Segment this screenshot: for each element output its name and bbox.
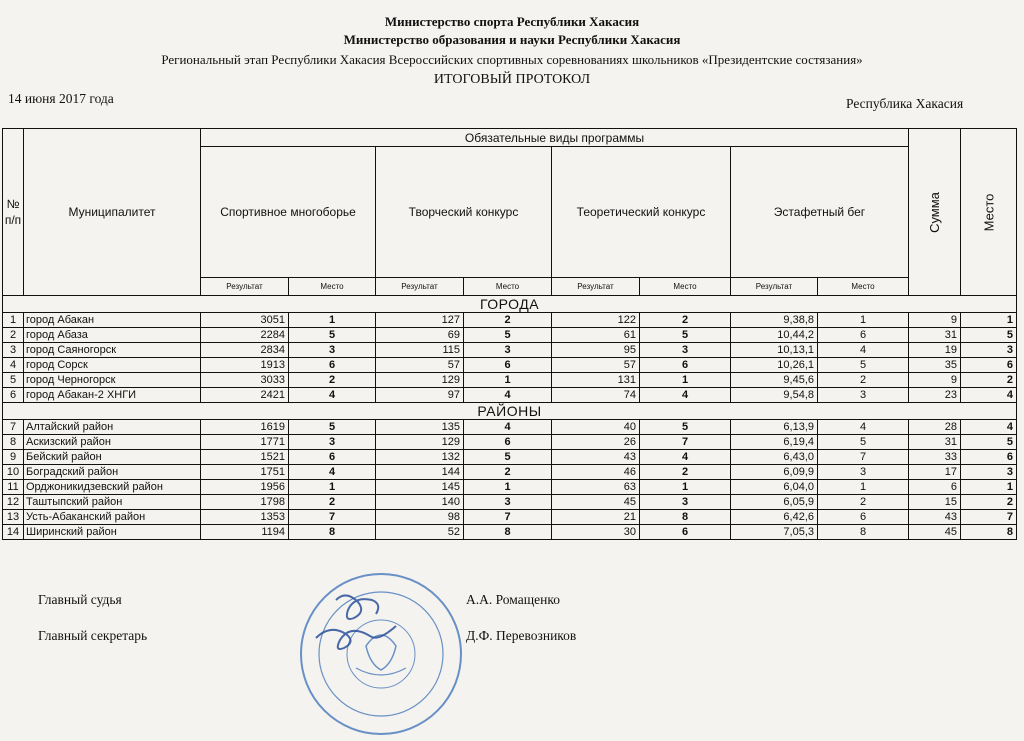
relay-result: 6,04,0: [731, 480, 818, 495]
sub-place: Место: [818, 278, 909, 296]
section-districts: РАЙОНЫ: [3, 403, 1017, 420]
theory-place: 5: [640, 420, 731, 435]
sub-result: Результат: [201, 278, 289, 296]
relay-result: 6,42,6: [731, 510, 818, 525]
sport-result: 1798: [201, 495, 289, 510]
creative-place: 2: [464, 313, 552, 328]
table-row: [3, 435, 1017, 450]
row-num: 7: [3, 420, 24, 435]
row-sum: 45: [909, 525, 961, 540]
sport-place: 3: [289, 343, 376, 358]
table-row: [3, 525, 1017, 540]
col-municipality-header: Муниципалитет: [24, 129, 201, 296]
col-relay-header: Эстафетный бег: [731, 147, 909, 278]
col-num-header: № п/п: [3, 129, 24, 296]
row-municipality: Таштыпский район: [24, 495, 201, 510]
creative-result: 57: [376, 358, 464, 373]
theory-place: 6: [640, 525, 731, 540]
theory-place: 7: [640, 435, 731, 450]
sport-place: 5: [289, 420, 376, 435]
row-num: 2: [3, 328, 24, 343]
sport-place: 7: [289, 510, 376, 525]
creative-place: 8: [464, 525, 552, 540]
theory-place: 2: [640, 465, 731, 480]
creative-place: 1: [464, 373, 552, 388]
sport-result: 2421: [201, 388, 289, 403]
row-sum: 28: [909, 420, 961, 435]
relay-place: 4: [818, 343, 909, 358]
theory-result: 21: [552, 510, 640, 525]
theory-result: 30: [552, 525, 640, 540]
row-place: 3: [961, 465, 1017, 480]
relay-result: 9,38,8: [731, 313, 818, 328]
row-place: 1: [961, 313, 1017, 328]
sport-place: 4: [289, 388, 376, 403]
row-municipality: Боградский район: [24, 465, 201, 480]
relay-place: 3: [818, 388, 909, 403]
sport-place: 3: [289, 435, 376, 450]
sport-result: 1521: [201, 450, 289, 465]
row-sum: 19: [909, 343, 961, 358]
sport-place: 4: [289, 465, 376, 480]
row-num: 5: [3, 373, 24, 388]
secretary-name: Д.Ф. Перевозников: [466, 628, 577, 643]
ministry-sport: Министерство спорта Республики Хакасия: [384, 14, 640, 29]
row-sum: 9: [909, 373, 961, 388]
table-row: [3, 420, 1017, 435]
sport-result: 1956: [201, 480, 289, 495]
row-num: 12: [3, 495, 24, 510]
creative-result: 144: [376, 465, 464, 480]
row-place: 6: [961, 450, 1017, 465]
table-row: [3, 373, 1017, 388]
official-stamp: [296, 568, 466, 740]
section-cities: ГОРОДА: [3, 296, 1017, 313]
creative-place: 1: [464, 480, 552, 495]
theory-place: 8: [640, 510, 731, 525]
creative-place: 4: [464, 388, 552, 403]
row-num: 3: [3, 343, 24, 358]
ministry-education: Министерство образования и науки Республики Хакасия: [343, 32, 681, 47]
row-place: 6: [961, 358, 1017, 373]
row-sum: 9: [909, 313, 961, 328]
row-municipality: Орджоникидзевский район: [24, 480, 201, 495]
relay-result: 10,26,1: [731, 358, 818, 373]
sport-result: 1913: [201, 358, 289, 373]
document-date: 14 июня 2017 года: [8, 91, 114, 106]
judge-name: А.А. Ромащенко: [466, 592, 560, 607]
creative-place: 6: [464, 435, 552, 450]
document-region: Республика Хакасия: [846, 96, 964, 111]
relay-result: 9,45,6: [731, 373, 818, 388]
table-row: [3, 313, 1017, 328]
theory-result: 57: [552, 358, 640, 373]
row-num: 13: [3, 510, 24, 525]
table-row: [3, 510, 1017, 525]
sub-place: Место: [289, 278, 376, 296]
row-num: 4: [3, 358, 24, 373]
relay-place: 2: [818, 373, 909, 388]
creative-result: 140: [376, 495, 464, 510]
sport-result: 1619: [201, 420, 289, 435]
table-row: [3, 343, 1017, 358]
event-title: Региональный этап Республики Хакасия Всероссийских спортивных соревнованиях школьников «Президентские состязания»: [161, 52, 863, 67]
sport-result: 1353: [201, 510, 289, 525]
sport-place: 2: [289, 373, 376, 388]
row-sum: 31: [909, 328, 961, 343]
creative-result: 115: [376, 343, 464, 358]
sport-place: 5: [289, 328, 376, 343]
row-place: 5: [961, 435, 1017, 450]
relay-place: 8: [818, 525, 909, 540]
theory-result: 45: [552, 495, 640, 510]
relay-result: 7,05,3: [731, 525, 818, 540]
row-place: 1: [961, 480, 1017, 495]
sport-result: 2834: [201, 343, 289, 358]
row-municipality: город Черногорск: [24, 373, 201, 388]
relay-result: 10,44,2: [731, 328, 818, 343]
creative-result: 145: [376, 480, 464, 495]
row-num: 14: [3, 525, 24, 540]
theory-place: 1: [640, 373, 731, 388]
row-num: 10: [3, 465, 24, 480]
row-num: 1: [3, 313, 24, 328]
sub-place: Место: [464, 278, 552, 296]
row-sum: 33: [909, 450, 961, 465]
table-row: [3, 465, 1017, 480]
relay-place: 7: [818, 450, 909, 465]
col-sum-header: Сумма: [909, 129, 961, 296]
sport-result: 1751: [201, 465, 289, 480]
row-sum: 31: [909, 435, 961, 450]
sub-result: Результат: [731, 278, 818, 296]
row-municipality: город Абаза: [24, 328, 201, 343]
row-sum: 23: [909, 388, 961, 403]
theory-result: 43: [552, 450, 640, 465]
sport-place: 1: [289, 313, 376, 328]
row-municipality: город Сорск: [24, 358, 201, 373]
sport-place: 6: [289, 450, 376, 465]
table-row: [3, 328, 1017, 343]
creative-place: 5: [464, 328, 552, 343]
sport-result: 3051: [201, 313, 289, 328]
row-municipality: Бейский район: [24, 450, 201, 465]
row-place: 7: [961, 510, 1017, 525]
row-municipality: Алтайский район: [24, 420, 201, 435]
table-row: [3, 495, 1017, 510]
document-title: ИТОГОВЫЙ ПРОТОКОЛ: [433, 72, 591, 87]
theory-place: 3: [640, 343, 731, 358]
creative-place: 7: [464, 510, 552, 525]
relay-result: 6,09,9: [731, 465, 818, 480]
relay-result: 6,43,0: [731, 450, 818, 465]
theory-result: 40: [552, 420, 640, 435]
col-place-header: Место: [961, 129, 1017, 296]
relay-place: 1: [818, 313, 909, 328]
row-municipality: Ширинский район: [24, 525, 201, 540]
relay-place: 4: [818, 420, 909, 435]
row-sum: 15: [909, 495, 961, 510]
row-num: 6: [3, 388, 24, 403]
creative-place: 2: [464, 465, 552, 480]
sub-result: Результат: [552, 278, 640, 296]
results-table: [2, 128, 1017, 540]
creative-result: 129: [376, 373, 464, 388]
relay-result: 9,54,8: [731, 388, 818, 403]
theory-place: 2: [640, 313, 731, 328]
creative-place: 3: [464, 343, 552, 358]
row-sum: 43: [909, 510, 961, 525]
sport-result: 1771: [201, 435, 289, 450]
sub-result: Результат: [376, 278, 464, 296]
relay-place: 1: [818, 480, 909, 495]
col-theory-header: Теоретический конкурс: [552, 147, 731, 278]
table-row: [3, 480, 1017, 495]
row-place: 2: [961, 495, 1017, 510]
row-num: 8: [3, 435, 24, 450]
theory-result: 95: [552, 343, 640, 358]
theory-result: 74: [552, 388, 640, 403]
row-municipality: Аскизский район: [24, 435, 201, 450]
creative-result: 127: [376, 313, 464, 328]
judge-label: Главный судья: [38, 592, 122, 607]
row-municipality: Усть-Абаканский район: [24, 510, 201, 525]
relay-place: 6: [818, 328, 909, 343]
table-row: [3, 388, 1017, 403]
row-sum: 17: [909, 465, 961, 480]
sub-place: Место: [640, 278, 731, 296]
creative-result: 129: [376, 435, 464, 450]
relay-place: 5: [818, 358, 909, 373]
creative-place: 6: [464, 358, 552, 373]
sport-result: 1194: [201, 525, 289, 540]
col-creative-header: Творческий конкурс: [376, 147, 552, 278]
col-sport-header: Спортивное многоборье: [201, 147, 376, 278]
theory-place: 6: [640, 358, 731, 373]
theory-place: 1: [640, 480, 731, 495]
row-place: 2: [961, 373, 1017, 388]
secretary-label: Главный секретарь: [38, 628, 148, 643]
sport-place: 6: [289, 358, 376, 373]
creative-result: 135: [376, 420, 464, 435]
creative-place: 3: [464, 495, 552, 510]
relay-place: 5: [818, 435, 909, 450]
relay-result: 6,19,4: [731, 435, 818, 450]
relay-result: 6,05,9: [731, 495, 818, 510]
relay-place: 6: [818, 510, 909, 525]
row-municipality: город Абакан-2 ХНГИ: [24, 388, 201, 403]
creative-place: 4: [464, 420, 552, 435]
creative-result: 97: [376, 388, 464, 403]
relay-place: 3: [818, 465, 909, 480]
relay-result: 6,13,9: [731, 420, 818, 435]
creative-result: 98: [376, 510, 464, 525]
theory-result: 26: [552, 435, 640, 450]
relay-place: 2: [818, 495, 909, 510]
theory-result: 122: [552, 313, 640, 328]
row-sum: 6: [909, 480, 961, 495]
creative-result: 52: [376, 525, 464, 540]
theory-place: 4: [640, 450, 731, 465]
row-municipality: город Саяногорск: [24, 343, 201, 358]
row-place: 5: [961, 328, 1017, 343]
row-num: 11: [3, 480, 24, 495]
sport-place: 2: [289, 495, 376, 510]
theory-result: 131: [552, 373, 640, 388]
row-place: 8: [961, 525, 1017, 540]
theory-place: 5: [640, 328, 731, 343]
creative-result: 69: [376, 328, 464, 343]
sport-place: 8: [289, 525, 376, 540]
table-row: [3, 450, 1017, 465]
sport-place: 1: [289, 480, 376, 495]
row-place: 3: [961, 343, 1017, 358]
row-place: 4: [961, 388, 1017, 403]
creative-place: 5: [464, 450, 552, 465]
row-place: 4: [961, 420, 1017, 435]
theory-result: 61: [552, 328, 640, 343]
row-sum: 35: [909, 358, 961, 373]
row-municipality: город Абакан: [24, 313, 201, 328]
table-row: [3, 358, 1017, 373]
col-group-header: Обязательные виды программы: [201, 129, 909, 147]
theory-place: 3: [640, 495, 731, 510]
theory-result: 63: [552, 480, 640, 495]
relay-result: 10,13,1: [731, 343, 818, 358]
sport-result: 3033: [201, 373, 289, 388]
theory-result: 46: [552, 465, 640, 480]
row-num: 9: [3, 450, 24, 465]
theory-place: 4: [640, 388, 731, 403]
sport-result: 2284: [201, 328, 289, 343]
creative-result: 132: [376, 450, 464, 465]
